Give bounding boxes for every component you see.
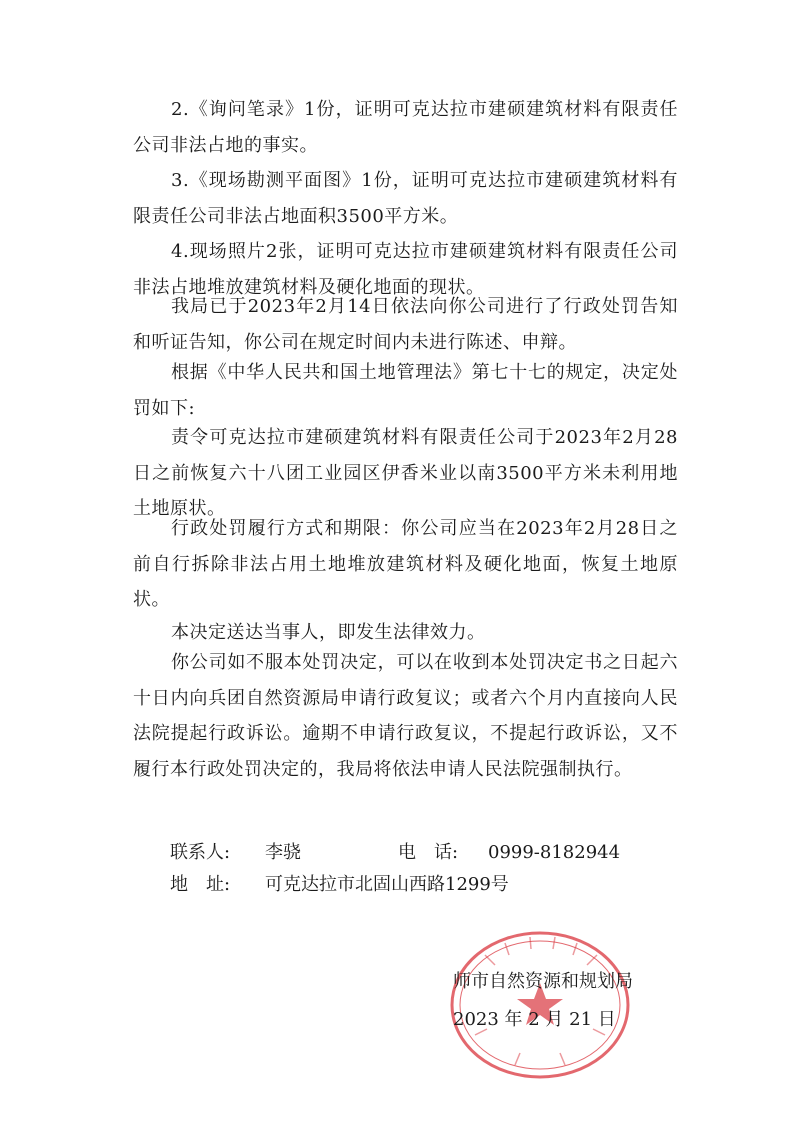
contact-address-value: 可克达拉市北固山西路1299号 <box>265 874 509 895</box>
paragraph-evidence-2: 2.《询问笔录》1份，证明可克达拉市建硕建筑材料有限责任公司非法占地的事实。 <box>133 99 678 156</box>
contact-phone-value: 0999-8182944 <box>488 842 621 863</box>
contact-person-label: 联系人: <box>170 842 231 863</box>
contact-address-label: 地 址: <box>170 874 231 895</box>
paragraph-legal-basis: 根据《中华人民共和国土地管理法》第七十七的规定，决定处罚如下: <box>133 362 678 419</box>
paragraph-effective: 本决定送达当事人，即发生法律效力。 <box>171 622 486 643</box>
contact-person-name: 李骁 <box>265 842 301 863</box>
signature-date: 2023 年 2 月 21 日 <box>453 1009 616 1030</box>
paragraph-evidence-4: 4.现场照片2张，证明可克达拉市建硕建筑材料有限责任公司非法占地堆放建筑材料及硬化地面的现状。 <box>133 241 678 298</box>
signature-organization: 师市自然资源和规划局 <box>453 971 633 992</box>
paragraph-evidence-3: 3.《现场勘测平面图》1份，证明可克达拉市建硕建筑材料有限责任公司非法占地面积3500平方米。 <box>133 170 678 227</box>
paragraph-penalty-method: 行政处罚履行方式和期限：你公司应当在2023年2月28日之前自行拆除非法占用土地堆放建筑材料及硬化地面，恢复土地原状。 <box>133 518 678 610</box>
contact-phone-label: 电 话: <box>398 842 459 863</box>
paragraph-notice: 我局已于2023年2月14日依法向你公司进行了行政处罚告知和听证告知，你公司在规定时间内未进行陈述、申辩。 <box>133 296 678 353</box>
paragraph-appeal: 你公司如不服本处罚决定，可以在收到本处罚决定书之日起六十日内向兵团自然资源局申请行政复议；或者六个月内直接向人民法院提起行政诉讼。逾期不申请行政复议，不提起行政诉讼，又不履行本行政处罚决定的，我局将依法申请人民法院强制执行。 <box>133 652 678 780</box>
paragraph-penalty-order: 责令可克达拉市建硕建筑材料有限责任公司于2023年2月28日之前恢复六十八团工业园区伊香米业以南3500平方米未利用地土地原状。 <box>133 427 678 519</box>
